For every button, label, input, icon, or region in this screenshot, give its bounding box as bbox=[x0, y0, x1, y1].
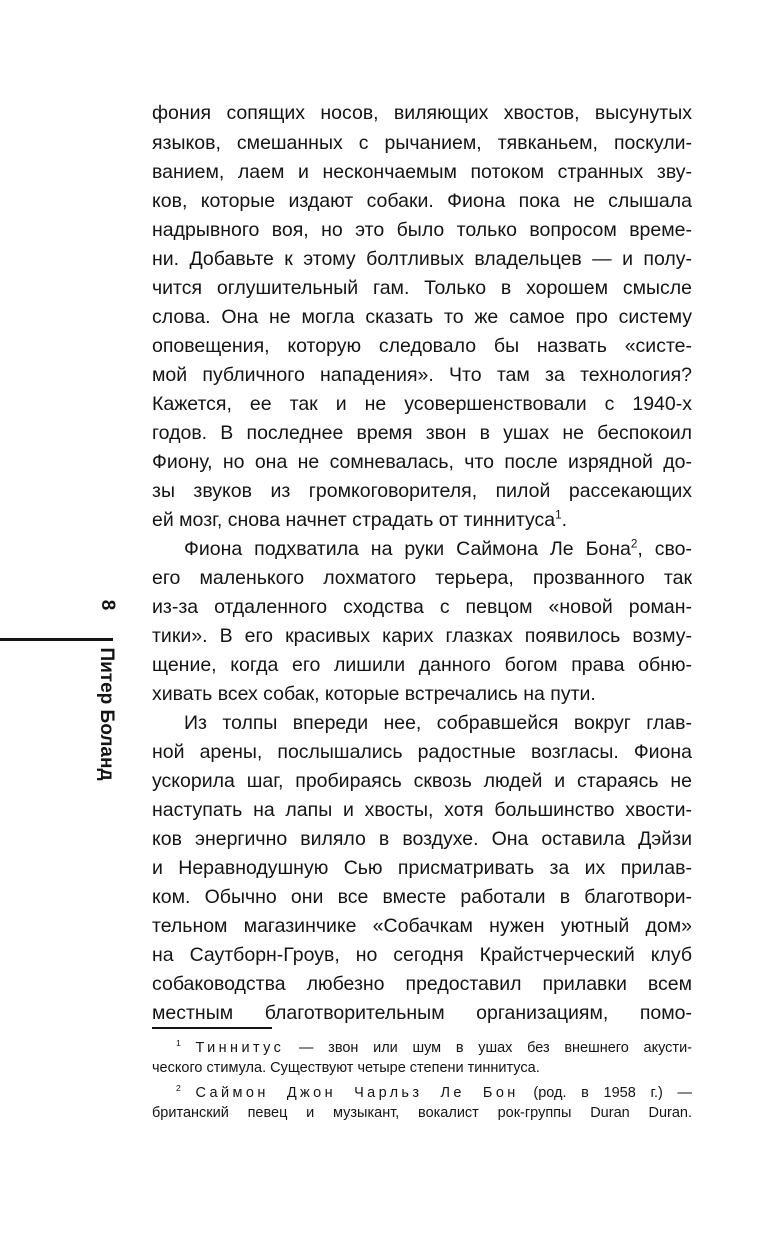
text-line: годов. В последнее время звон в ушах не беспокоил bbox=[152, 422, 692, 444]
text-line: Кажется, ее так и не усовершенствовали с 1940-х bbox=[152, 393, 692, 415]
text-line: Фиону, но она не сомневалась, что после изрядной до- bbox=[152, 451, 692, 473]
text-line: ни. Добавьте к этому болтливых владельцев — и полу- bbox=[152, 248, 692, 270]
footnote-text: (род. в 1958 г.) — bbox=[518, 1085, 693, 1101]
text-line: собаководства любезно предоставил прилавки всем bbox=[152, 973, 692, 995]
footnote-divider bbox=[152, 1027, 272, 1029]
footnote-ref-1[interactable]: 1 bbox=[555, 508, 562, 522]
text-line: щение, когда его лишили данного богом права обню- bbox=[152, 654, 692, 676]
text-line: мой публичного нападения». Что там за технология? bbox=[152, 364, 692, 386]
footnote-text: — звон или шум в ушах без внешнего акусти- bbox=[284, 1040, 692, 1056]
footnote-line bbox=[176, 1038, 692, 1058]
footnote-ref-2[interactable]: 2 bbox=[630, 537, 638, 551]
text-line: наступать на лапы и хвосты, хотя большинство хвости- bbox=[152, 799, 692, 821]
text-line-fragment: ей мозг, снова начнет страдать от тиннитуса bbox=[152, 509, 556, 531]
text-line: языков, смешанных с рычанием, тявканьем, поскули- bbox=[152, 132, 692, 154]
text-line bbox=[184, 536, 692, 563]
text-line: и Неравнодушную Сью присматривать за их прилав- bbox=[152, 857, 692, 879]
text-line: местным благотворительным организациям, помо- bbox=[152, 1002, 692, 1024]
footnote-term: Саймон Джон Чарльз Ле Бон bbox=[195, 1085, 519, 1101]
footnote-term: Тиннитус bbox=[195, 1040, 285, 1056]
text-line: ком. Обычно они все вместе работали в благотвори- bbox=[152, 886, 692, 908]
sidebar-divider bbox=[0, 638, 113, 641]
text-line: ванием, лаем и нескончаемым потоком странных зву- bbox=[152, 161, 692, 183]
text-line: надрывного воя, но это было только вопросом време- bbox=[152, 219, 692, 241]
text-line: слова. Она не могла сказать то же самое про систему bbox=[152, 306, 692, 328]
footnote-line: британский певец и музыкант, вокалист рок-группы Duran Duran. bbox=[152, 1105, 692, 1121]
text-line: оповещения, которую следовало бы назвать «систе- bbox=[152, 335, 692, 357]
text-line: чится оглушительный гам. Только в хорошем смысле bbox=[152, 277, 692, 299]
text-line: на Саутборн-Гроув, но сегодня Крайстчерческий клуб bbox=[152, 944, 692, 966]
footnote-line bbox=[176, 1083, 692, 1103]
text-line: тельном магазинчике «Собачкам нужен уютный дом» bbox=[152, 915, 692, 937]
footnote-number: 1 bbox=[176, 1038, 181, 1049]
text-line: Из толпы впереди нее, собравшейся вокруг глав- bbox=[184, 712, 692, 734]
text-line: тики». В его красивых карих глазках появилось возму- bbox=[152, 625, 692, 647]
text-line: фония сопящих носов, виляющих хвостов, высунутых bbox=[152, 102, 692, 124]
text-line: его маленького лохматого терьера, прозванного так bbox=[152, 567, 692, 589]
text-line: зы звуков из громкоговорителя, пилой рассекающих bbox=[152, 480, 692, 502]
text-line: ков энергично виляло в воздухе. Она оставила Дэйзи bbox=[152, 828, 692, 850]
text-line bbox=[152, 507, 692, 534]
text-line: ной арены, послышались радостные возгласы. Фиона bbox=[152, 741, 692, 763]
text-line: ускорила шаг, пробираясь сквозь людей и стараясь не bbox=[152, 770, 692, 792]
text-line: хивать всех собак, которые встречались на пути. bbox=[152, 683, 596, 705]
footnote-line: ческого стимула. Существуют четыре степени тиннитуса. bbox=[152, 1060, 540, 1076]
running-head-author: Питер Боланд bbox=[96, 647, 117, 781]
text-line: ков, которые издают собаки. Фиона пока не слышала bbox=[152, 190, 692, 212]
text-line-fragment: . bbox=[561, 509, 568, 531]
page-number: 8 bbox=[97, 599, 118, 611]
text-line: из-за отдаленного сходства с певцом «новой роман- bbox=[152, 596, 692, 618]
footnote-number: 2 bbox=[176, 1083, 181, 1094]
text-line-fragment: Фиона подхватила на руки Саймона Ле Бона bbox=[184, 538, 631, 560]
text-line-fragment: , сво- bbox=[637, 538, 692, 560]
